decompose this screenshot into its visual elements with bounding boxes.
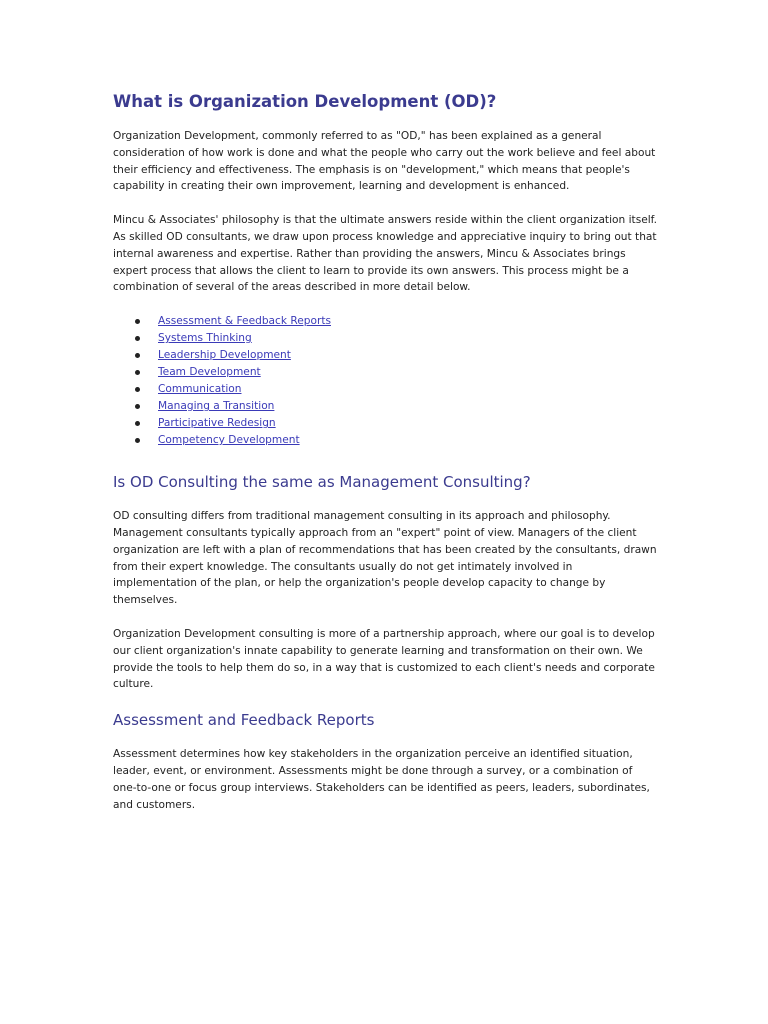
list-item	[113, 364, 658, 381]
list-item	[113, 330, 658, 347]
link-competency-development[interactable]: Competency Development	[158, 434, 300, 447]
document-page	[113, 88, 658, 813]
heading-what-is-od: What is Organization Development (OD)?	[113, 92, 497, 111]
services-link-list	[113, 313, 658, 449]
link-communication[interactable]: Communication	[158, 383, 242, 396]
list-item	[113, 432, 658, 449]
link-managing-transition[interactable]: Managing a Transition	[158, 400, 275, 413]
list-item	[113, 381, 658, 398]
link-participative-redesign[interactable]: Participative Redesign	[158, 417, 276, 430]
paragraph-od-differs: OD consulting differs from traditional management consulting in its approach and philosophy. Management consultants typically approach from an "expert" point of view. Managers of the client organization are left with a plan of recommendations that has been created by the consultants, drawn from their expert knowledge. The consultants usually do not get intimately involved in implementation of the plan, or help the organization's people develop capacity to change by themselves.	[113, 510, 657, 607]
paragraph-assessment: Assessment determines how key stakeholders in the organization perceive an identified situation, leader, event, or environment. Assessments might be done through a survey, or a combination of one-to-one or focus group interviews. Stakeholders can be identified as peers, leaders, subordinates, and customers.	[113, 748, 650, 811]
link-systems-thinking[interactable]: Systems Thinking	[158, 332, 252, 345]
link-leadership-development[interactable]: Leadership Development	[158, 349, 291, 362]
link-assessment-feedback[interactable]: Assessment & Feedback Reports	[158, 315, 331, 328]
list-item	[113, 415, 658, 432]
heading-assessment-feedback: Assessment and Feedback Reports	[113, 711, 375, 730]
link-team-development[interactable]: Team Development	[158, 366, 261, 379]
heading-od-vs-management: Is OD Consulting the same as Management Consulting?	[113, 473, 531, 492]
paragraph-mincu-philosophy: Mincu & Associates' philosophy is that the ultimate answers reside within the client organization itself. As skilled OD consultants, we draw upon process knowledge and appreciative inquiry to bring out that internal awareness and expertise. Rather than providing the answers, Mincu & Associates brings expert process that allows the client to learn to provide its own answers. This process might be a combination of several of the areas described in more detail below.	[113, 214, 657, 294]
paragraph-partnership-approach: Organization Development consulting is more of a partnership approach, where our goal is to develop our client organization's innate capability to generate learning and transformation on their own. We provide the tools to help them do so, in a way that is customized to each client's needs and corporate culture.	[113, 627, 655, 691]
list-item	[113, 347, 658, 364]
paragraph-od-definition: Organization Development, commonly referred to as "OD," has been explained as a general consideration of how work is done and what the people who carry out the work believe and feel about their efficiency and effectiveness. The emphasis is on "development," which means that people's capability in creating their own improvement, learning and development is enhanced.	[113, 130, 656, 193]
list-item	[113, 398, 658, 415]
list-item	[113, 313, 658, 330]
